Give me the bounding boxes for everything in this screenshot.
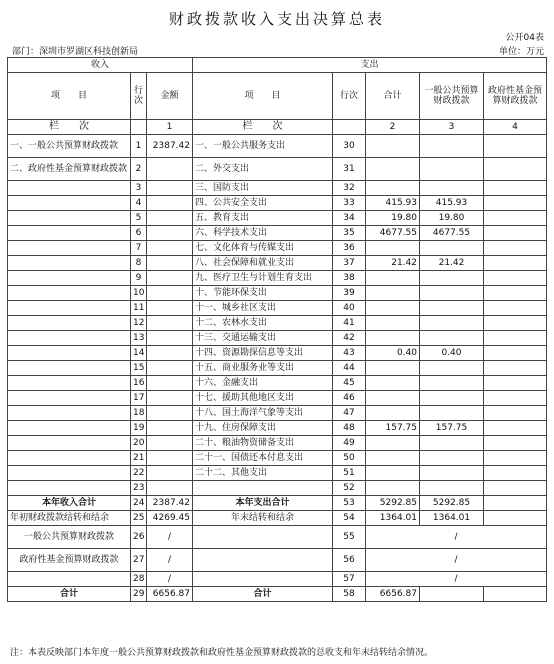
sub-fund-label: 政府性基金预算财政拨款 (8, 549, 131, 572)
cell-rf (484, 466, 547, 481)
cell-rf (484, 421, 547, 436)
sub-fund-row (8, 549, 547, 572)
cell-rf (484, 241, 547, 256)
cell-rg (420, 301, 484, 316)
cell-li: 二、政府性基金预算财政拨款 (8, 158, 131, 181)
table-row (8, 436, 547, 451)
cell-rn: 52 (333, 481, 366, 496)
cell-li (8, 181, 131, 196)
cell-rf (484, 346, 547, 361)
expense-general-header: 一般公共预算财政拨款 (420, 73, 484, 120)
cell-rf (484, 406, 547, 421)
cell-ri: 一、一般公共服务支出 (193, 135, 333, 158)
cell-la (147, 346, 193, 361)
table-row (8, 271, 547, 286)
grand-total-amount: 6656.87 (147, 587, 193, 602)
cell-la (147, 451, 193, 466)
cell-rt (366, 135, 420, 158)
cell-rt: 21.42 (366, 256, 420, 271)
table-row (8, 301, 547, 316)
footnote: 注：本表反映部门本年度一般公共预算财政拨款和政府性基金预算财政拨款的总收支和年末结转结余情况。 (10, 648, 434, 658)
cell-li (8, 301, 131, 316)
cell-rg (420, 406, 484, 421)
grand-total-no: 29 (131, 587, 147, 602)
cell-rt (366, 158, 420, 181)
cell-la (147, 286, 193, 301)
cell-rf (484, 301, 547, 316)
cell-ri: 八、社会保障和就业支出 (193, 256, 333, 271)
cell-rg: 19.80 (420, 211, 484, 226)
cell-rg (420, 331, 484, 346)
cell-rn: 45 (333, 376, 366, 391)
cell-rn: 34 (333, 211, 366, 226)
expense-total-no: 53 (333, 496, 366, 511)
cell-la (147, 196, 193, 211)
cell-rt (366, 241, 420, 256)
cell-ri: 三、国防支出 (193, 181, 333, 196)
grand-total-right-label: 合计 (193, 587, 333, 602)
cell-rt: 0.40 (366, 346, 420, 361)
cell-rn: 43 (333, 346, 366, 361)
colnum-1: 1 (147, 120, 193, 135)
cell-rn: 47 (333, 406, 366, 421)
begin-balance-amount: 4269.45 (147, 511, 193, 526)
cell-ln: 16 (131, 376, 147, 391)
cell-ri: 十八、国土海洋气象等支出 (193, 406, 333, 421)
table-row (8, 286, 547, 301)
table-row (8, 421, 547, 436)
begin-balance-no: 25 (131, 511, 147, 526)
cell-rg (420, 376, 484, 391)
cell-rf (484, 451, 547, 466)
cell-rt: 19.80 (366, 211, 420, 226)
income-total-label: 本年收入合计 (8, 496, 131, 511)
budget-table (7, 57, 547, 602)
cell-ri: 二、外交支出 (193, 158, 333, 181)
cell-rf (484, 436, 547, 451)
blank-slash: / (147, 572, 193, 587)
table-row (8, 451, 547, 466)
cell-la: 2387.42 (147, 135, 193, 158)
cell-rf (484, 481, 547, 496)
cell-rn: 37 (333, 256, 366, 271)
cell-rn: 33 (333, 196, 366, 211)
colnum-label-left: 栏 次 (8, 120, 131, 135)
cell-rg (420, 241, 484, 256)
colnum-2: 2 (366, 120, 420, 135)
header-row-section (8, 58, 547, 73)
unit-label: 单位：万元 (498, 47, 544, 57)
cell-rg (420, 286, 484, 301)
cell-rf (484, 316, 547, 331)
cell-rt: 4677.55 (366, 226, 420, 241)
cell-la (147, 181, 193, 196)
cell-rn: 41 (333, 316, 366, 331)
expense-header: 支出 (193, 58, 547, 73)
table-row (8, 226, 547, 241)
column-number-row (8, 120, 547, 135)
cell-li (8, 256, 131, 271)
cell-rt (366, 271, 420, 286)
cell-la (147, 466, 193, 481)
cell-li (8, 226, 131, 241)
cell-rf (484, 286, 547, 301)
blank-right-slash: / (366, 572, 547, 587)
cell-rt: 157.75 (366, 421, 420, 436)
blank-no: 28 (131, 572, 147, 587)
form-number: 公开04表 (505, 33, 544, 43)
cell-ri: 七、文化体育与传媒支出 (193, 241, 333, 256)
cell-rg: 21.42 (420, 256, 484, 271)
income-total-no: 24 (131, 496, 147, 511)
cell-li (8, 361, 131, 376)
grand-total-row (8, 587, 547, 602)
cell-rg (420, 361, 484, 376)
annual-total-row (8, 496, 547, 511)
cell-ln: 2 (131, 158, 147, 181)
cell-ri: 二十、粮油物资储备支出 (193, 436, 333, 451)
cell-rt (366, 361, 420, 376)
table-row (8, 391, 547, 406)
cell-li (8, 196, 131, 211)
income-total-amount: 2387.42 (147, 496, 193, 511)
cell-rn: 44 (333, 361, 366, 376)
end-balance-total: 1364.01 (366, 511, 420, 526)
blank-row (8, 572, 547, 587)
cell-rt (366, 181, 420, 196)
cell-ln: 18 (131, 406, 147, 421)
cell-rn: 40 (333, 301, 366, 316)
cell-ln: 17 (131, 391, 147, 406)
cell-rn: 51 (333, 466, 366, 481)
cell-rg (420, 135, 484, 158)
cell-ln: 12 (131, 316, 147, 331)
cell-rg (420, 271, 484, 286)
sub-general-right-slash: / (366, 526, 547, 549)
cell-la (147, 391, 193, 406)
cell-rf (484, 361, 547, 376)
cell-ri: 五、教育支出 (193, 211, 333, 226)
cell-li (8, 466, 131, 481)
table-row (8, 158, 547, 181)
sub-fund-no: 27 (131, 549, 147, 572)
cell-ln: 5 (131, 211, 147, 226)
cell-rt (366, 391, 420, 406)
report-title: 财政拨款收入支出决算总表 (168, 10, 385, 28)
expense-fund-header: 政府性基金预算财政拨款 (484, 73, 547, 120)
cell-rf (484, 226, 547, 241)
cell-rn: 38 (333, 271, 366, 286)
cell-ln: 21 (131, 451, 147, 466)
cell-rn: 39 (333, 286, 366, 301)
colnum-4: 4 (484, 120, 547, 135)
expense-total-header: 合计 (366, 73, 420, 120)
cell-rt: 415.93 (366, 196, 420, 211)
cell-rf (484, 158, 547, 181)
cell-li (8, 346, 131, 361)
table-row (8, 466, 547, 481)
cell-ri: 十九、住房保障支出 (193, 421, 333, 436)
table-row (8, 376, 547, 391)
cell-ln: 6 (131, 226, 147, 241)
cell-rt (366, 451, 420, 466)
cell-ln: 4 (131, 196, 147, 211)
cell-ri: 十一、城乡社区支出 (193, 301, 333, 316)
cell-la (147, 158, 193, 181)
department-label: 部门：深圳市罗湖区科技创新局 (12, 47, 139, 57)
table-row (8, 361, 547, 376)
income-rowno-header: 行次 (131, 73, 147, 120)
table-row (8, 181, 547, 196)
cell-ln: 23 (131, 481, 147, 496)
cell-la (147, 241, 193, 256)
cell-ri: 十四、资源勘探信息等支出 (193, 346, 333, 361)
cell-rn: 35 (333, 226, 366, 241)
cell-rg (420, 391, 484, 406)
colnum-3: 3 (420, 120, 484, 135)
cell-la (147, 256, 193, 271)
cell-rg (420, 316, 484, 331)
cell-li (8, 331, 131, 346)
income-amount-header: 金额 (147, 73, 193, 120)
cell-rg (420, 158, 484, 181)
cell-rn: 30 (333, 135, 366, 158)
expense-total-label: 本年支出合计 (193, 496, 333, 511)
cell-ln: 11 (131, 301, 147, 316)
cell-ln: 9 (131, 271, 147, 286)
grand-total-right-no: 58 (333, 587, 366, 602)
cell-ri (193, 481, 333, 496)
cell-rn: 31 (333, 158, 366, 181)
carryover-row (8, 511, 547, 526)
cell-rg: 415.93 (420, 196, 484, 211)
table-row (8, 406, 547, 421)
income-header: 收入 (8, 58, 193, 73)
cell-rt (366, 406, 420, 421)
begin-balance-label: 年初财政拨款结转和结余 (8, 511, 131, 526)
cell-ri: 十六、金融支出 (193, 376, 333, 391)
table-row (8, 135, 547, 158)
cell-rt (366, 301, 420, 316)
cell-rt (366, 286, 420, 301)
cell-la (147, 436, 193, 451)
cell-ri: 十五、商业服务业等支出 (193, 361, 333, 376)
cell-rg (420, 481, 484, 496)
expense-total-total: 5292.85 (366, 496, 420, 511)
cell-li (8, 481, 131, 496)
end-balance-no: 54 (333, 511, 366, 526)
cell-ln: 14 (131, 346, 147, 361)
cell-la (147, 421, 193, 436)
sub-general-right-no: 55 (333, 526, 366, 549)
cell-ln: 15 (131, 361, 147, 376)
cell-rt (366, 376, 420, 391)
cell-rn: 32 (333, 181, 366, 196)
table-row (8, 481, 547, 496)
cell-ln: 20 (131, 436, 147, 451)
cell-la (147, 316, 193, 331)
cell-rg: 157.75 (420, 421, 484, 436)
cell-rf (484, 181, 547, 196)
colnum-label-right: 栏 次 (193, 120, 333, 135)
cell-ri: 四、公共安全支出 (193, 196, 333, 211)
cell-li (8, 376, 131, 391)
cell-la (147, 226, 193, 241)
cell-rt (366, 436, 420, 451)
cell-la (147, 211, 193, 226)
sub-general-row (8, 526, 547, 549)
cell-rg (420, 466, 484, 481)
cell-li (8, 391, 131, 406)
cell-li (8, 436, 131, 451)
cell-li (8, 421, 131, 436)
cell-ln: 19 (131, 421, 147, 436)
cell-li (8, 286, 131, 301)
cell-rt (366, 316, 420, 331)
cell-rf (484, 376, 547, 391)
cell-rf (484, 256, 547, 271)
cell-rf (484, 135, 547, 158)
cell-la (147, 376, 193, 391)
cell-rf (484, 271, 547, 286)
grand-total-right-total: 6656.87 (366, 587, 420, 602)
sub-fund-right-no: 56 (333, 549, 366, 572)
cell-rt (366, 331, 420, 346)
sub-fund-right-slash: / (366, 549, 547, 572)
cell-ri: 十三、交通运输支出 (193, 331, 333, 346)
table-row (8, 241, 547, 256)
sub-fund-slash: / (147, 549, 193, 572)
cell-li (8, 271, 131, 286)
end-balance-general: 1364.01 (420, 511, 484, 526)
cell-ln: 1 (131, 135, 147, 158)
cell-ri: 六、科学技术支出 (193, 226, 333, 241)
cell-rf (484, 391, 547, 406)
cell-la (147, 301, 193, 316)
cell-rn: 50 (333, 451, 366, 466)
table-row (8, 331, 547, 346)
cell-rf (484, 211, 547, 226)
cell-la (147, 271, 193, 286)
cell-rg: 0.40 (420, 346, 484, 361)
cell-rt (366, 481, 420, 496)
expense-total-general: 5292.85 (420, 496, 484, 511)
cell-li (8, 406, 131, 421)
table-row (8, 256, 547, 271)
cell-ri: 十二、农林水支出 (193, 316, 333, 331)
grand-total-label: 合计 (8, 587, 131, 602)
blank-right-no: 57 (333, 572, 366, 587)
table-row (8, 316, 547, 331)
sub-general-no: 26 (131, 526, 147, 549)
sub-general-slash: / (147, 526, 193, 549)
cell-ln: 3 (131, 181, 147, 196)
cell-rf (484, 196, 547, 211)
cell-rn: 46 (333, 391, 366, 406)
table-row (8, 196, 547, 211)
table-row (8, 346, 547, 361)
cell-la (147, 406, 193, 421)
header-row-columns (8, 73, 547, 120)
cell-li (8, 451, 131, 466)
cell-li (8, 241, 131, 256)
cell-la (147, 361, 193, 376)
cell-ri: 二十一、国债还本付息支出 (193, 451, 333, 466)
cell-ln: 8 (131, 256, 147, 271)
end-balance-label: 年末结转和结余 (193, 511, 333, 526)
cell-ri: 十、节能环保支出 (193, 286, 333, 301)
income-item-header: 项 目 (8, 73, 131, 120)
cell-rg (420, 181, 484, 196)
cell-li (8, 316, 131, 331)
cell-rg: 4677.55 (420, 226, 484, 241)
cell-ln: 10 (131, 286, 147, 301)
cell-rf (484, 331, 547, 346)
cell-ln: 22 (131, 466, 147, 481)
sub-general-label: 一般公共预算财政拨款 (8, 526, 131, 549)
cell-li: 一、一般公共预算财政拨款 (8, 135, 131, 158)
cell-rt (366, 466, 420, 481)
expense-item-header: 项 目 (193, 73, 333, 120)
cell-ri: 九、医疗卫生与计划生育支出 (193, 271, 333, 286)
cell-la (147, 481, 193, 496)
cell-rg (420, 451, 484, 466)
cell-li (8, 211, 131, 226)
cell-ri: 十七、援助其他地区支出 (193, 391, 333, 406)
expense-rowno-header: 行次 (333, 73, 366, 120)
cell-ln: 13 (131, 331, 147, 346)
cell-la (147, 331, 193, 346)
cell-rn: 42 (333, 331, 366, 346)
cell-rn: 36 (333, 241, 366, 256)
cell-rn: 49 (333, 436, 366, 451)
cell-ri: 二十二、其他支出 (193, 466, 333, 481)
cell-rn: 48 (333, 421, 366, 436)
cell-ln: 7 (131, 241, 147, 256)
cell-rg (420, 436, 484, 451)
table-row (8, 211, 547, 226)
